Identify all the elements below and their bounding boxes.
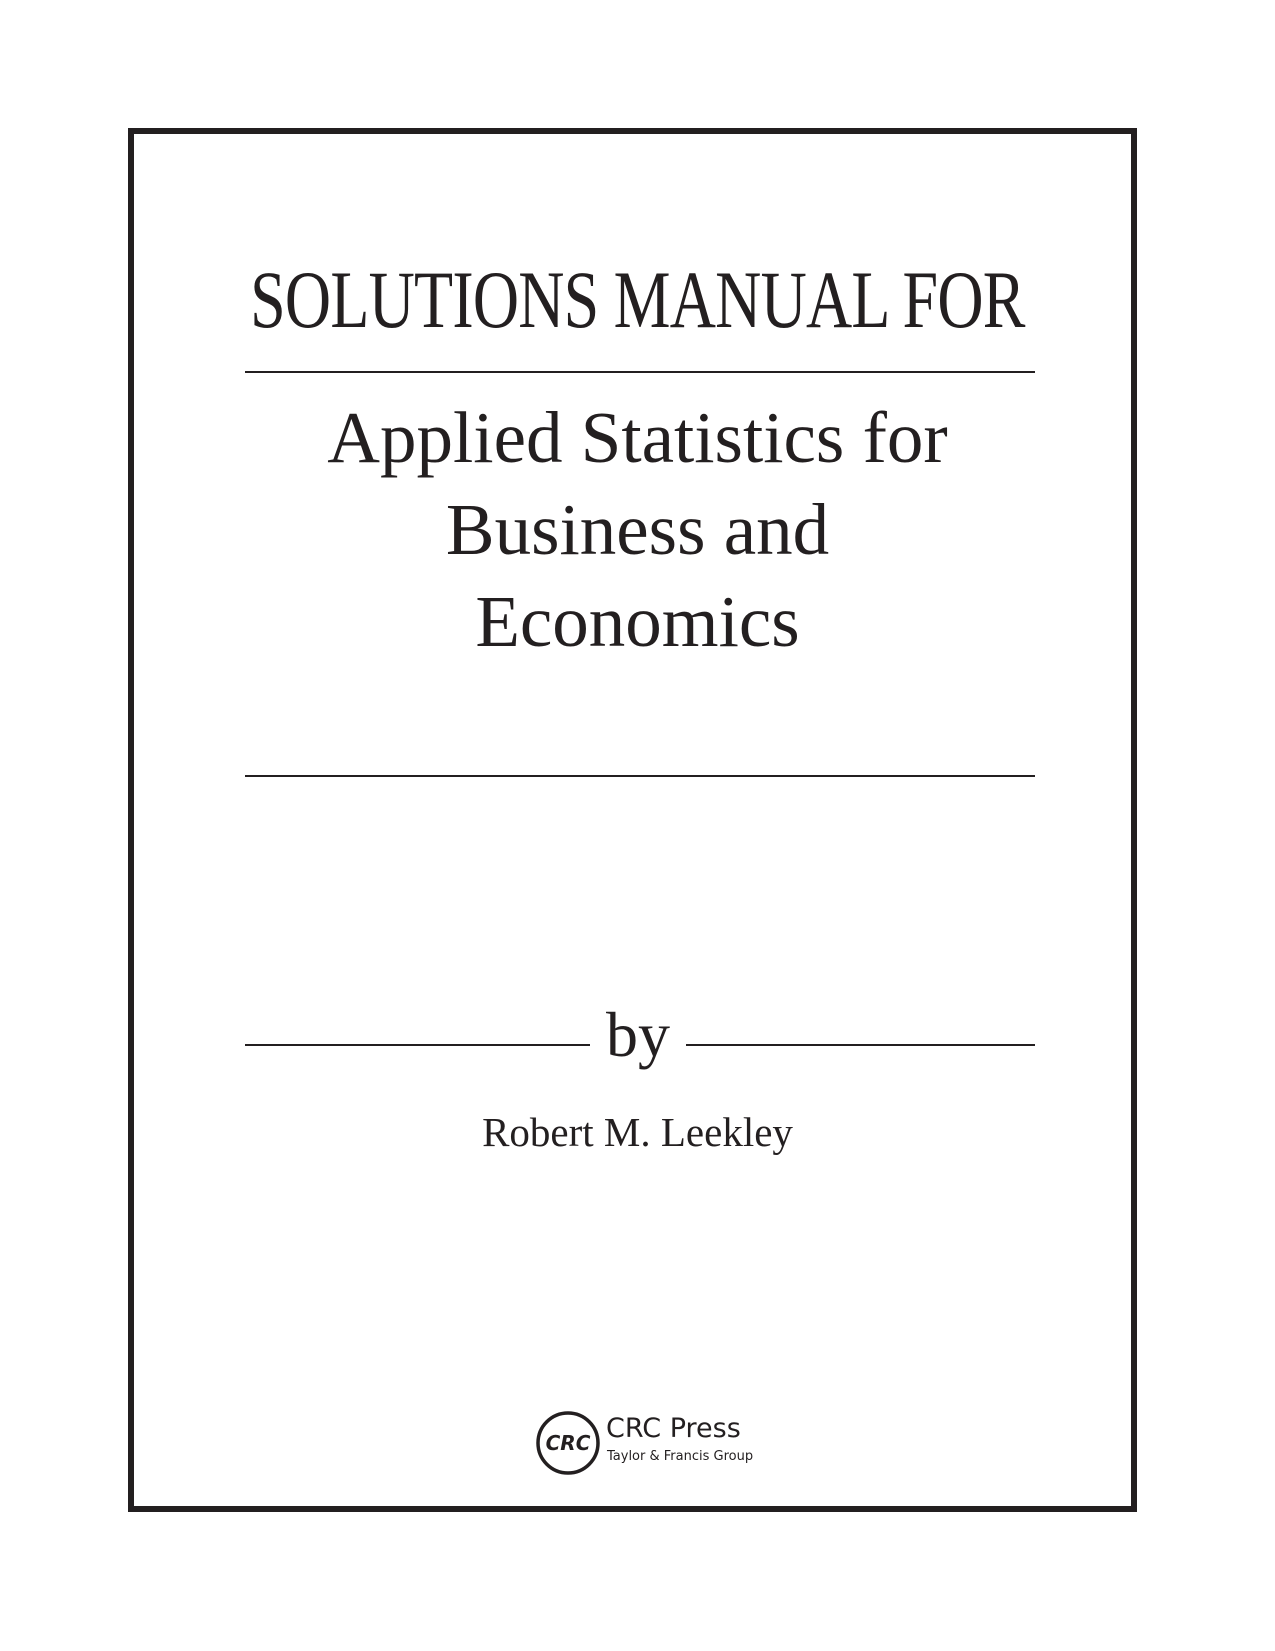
author-name: Robert M. Leekley	[482, 1109, 793, 1155]
manual-heading: SOLUTIONS MANUAL FOR	[250, 254, 1025, 345]
book-title-line-2: Business and	[445, 489, 830, 570]
middle-divider	[245, 775, 1035, 777]
book-title-line-3: Economics	[475, 581, 800, 662]
crc-logo-text: CRC	[545, 1431, 591, 1455]
top-divider	[245, 371, 1035, 373]
book-title	[0, 392, 1275, 668]
by-divider-right	[686, 1044, 1035, 1046]
publisher-name: CRC Press	[606, 1413, 741, 1444]
by-label: by	[606, 999, 670, 1070]
book-title-line-1: Applied Statistics for	[327, 397, 948, 478]
crc-logo-icon	[534, 1409, 602, 1477]
publisher-group: Taylor & Francis Group	[607, 1449, 754, 1464]
by-divider-left	[245, 1044, 590, 1046]
publisher-block	[534, 1407, 774, 1483]
